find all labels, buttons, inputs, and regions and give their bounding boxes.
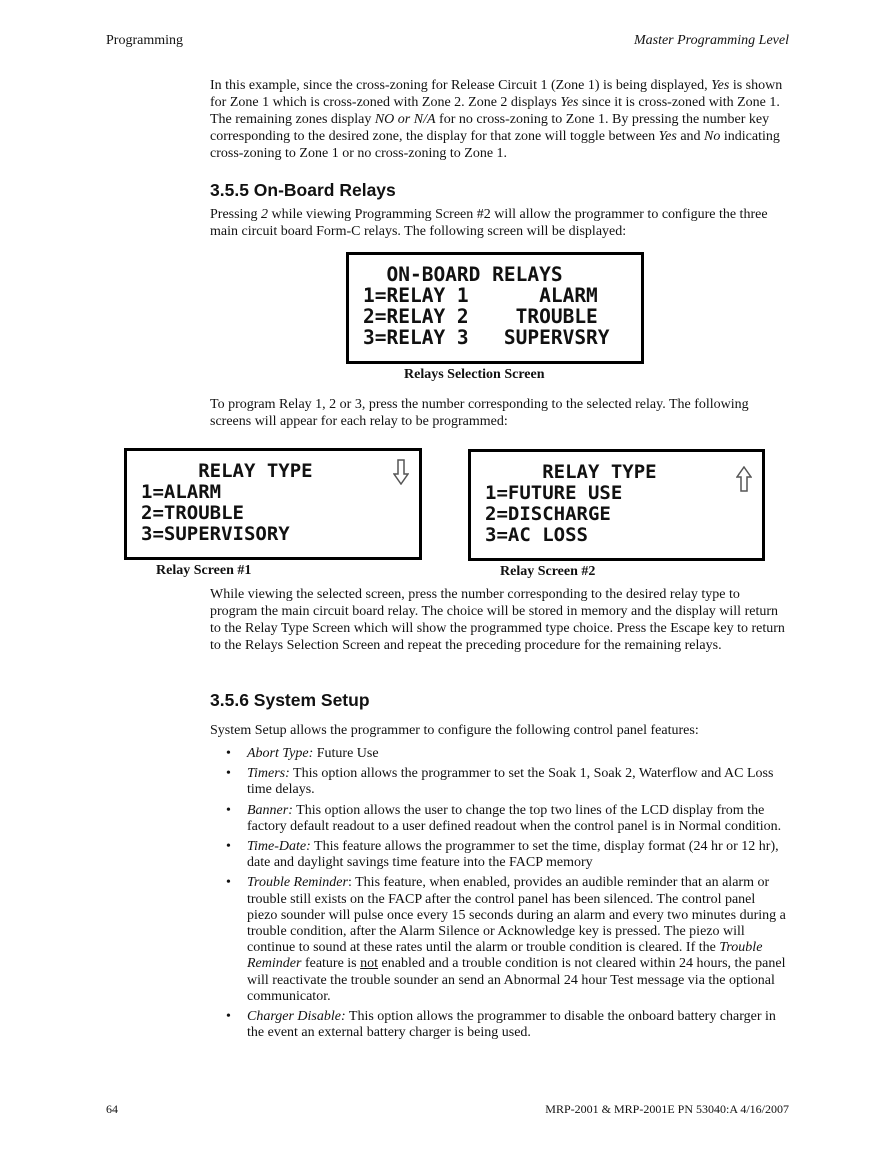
list-item: • Abort Type: Future Use xyxy=(226,746,379,761)
relays-selection-lcd xyxy=(346,252,644,364)
down-arrow-icon xyxy=(393,459,409,485)
lcd-line: RELAY TYPE xyxy=(141,460,313,482)
section-heading-relays: 3.5.5 On-Board Relays xyxy=(210,180,396,200)
list-item: • Timers: This option allows the programmer to set the Soak 1, Soak 2, Waterflow and AC Loss time delays. xyxy=(226,766,774,798)
lcd-line: ON-BOARD RELAYS xyxy=(363,263,563,286)
setup-feature-list xyxy=(210,746,786,1045)
header-chapter: Master Programming Level xyxy=(633,33,789,48)
header-section: Programming xyxy=(106,33,183,48)
lcd-line: 2=RELAY 2 TROUBLE xyxy=(363,305,598,328)
section-heading-setup: 3.5.6 System Setup xyxy=(210,690,370,710)
page-number: 64 xyxy=(106,1102,118,1116)
lcd-line: 3=RELAY 3 SUPERVSRY xyxy=(363,326,610,349)
lcd-line: 3=AC LOSS xyxy=(485,524,588,546)
list-item: • Trouble Reminder: This feature, when enabled, provides an audible reminder that an alarm or trouble still exists on the FACP after the control panel has been silenced. The control panel piezo sounder will pulse once every 15 seconds during an alarm and every two minutes during a trouble condition, after the Alarm Silence or Acknowledge key is pressed. The piezo will continue to sound at these rates until the alarm or trouble condition is cleared. If the Trouble Reminder feature is not enabled and a trouble condition is not cleared within 24 hours, the panel will reactivate the trouble sounder an send an Abnormal 24 hour Test message via the optional communicator. xyxy=(226,875,786,1004)
relay-screen-2-caption: Relay Screen #2 xyxy=(500,564,596,579)
setup-intro-paragraph: System Setup allows the programmer to configure the following control panel features: xyxy=(210,723,699,738)
up-arrow-icon xyxy=(736,466,752,492)
lcd-line: 1=RELAY 1 ALARM xyxy=(363,284,598,307)
list-item: • Time-Date: This feature allows the programmer to set the time, display format (24 hr or 12 hr), date and daylight savings time feature into the FACP memory xyxy=(226,839,779,871)
lcd-line: 3=SUPERVISORY xyxy=(141,523,290,545)
intro-paragraph: In this example, since the cross-zoning for Release Circuit 1 (Zone 1) is being displayed, Yes is shown for Zone 1 which is cross-zoned with Zone 2. Zone 2 displays Yes since it is cross-zoned with Zone 1. The remaining zones display NO or N/A for no cross-zoning to Zone 1. By pressing the number key corresponding to the desired zone, the display for that zone will toggle between Yes and No indicating cross-zoning to Zone 1 or no cross-zoning to Zone 1. xyxy=(210,78,783,161)
relays-program-paragraph: To program Relay 1, 2 or 3, press the number corresponding to the selected relay. The following screens will appear for each relay to be programmed: xyxy=(210,397,749,429)
list-item: • Charger Disable: This option allows the programmer to disable the onboard battery charger in the event an external battery charger is being used. xyxy=(226,1009,776,1041)
relay-type-paragraph: While viewing the selected screen, press the number corresponding to the desired relay type to program the main circuit board relay. The choice will be stored in memory and the display will return to the Relay Type Screen which will show the programmed type choice. Press the Escape key to return to the Relays Selection Screen and repeat the preceding procedure for the remaining relays. xyxy=(210,587,785,653)
relay-screen-1-caption: Relay Screen #1 xyxy=(156,563,252,578)
lcd-line: RELAY TYPE xyxy=(485,461,657,483)
relay-screen-2-lcd xyxy=(468,449,765,561)
document-id: MRP-2001 & MRP-2001E PN 53040:A 4/16/2007 xyxy=(545,1102,789,1116)
relays-intro-paragraph: Pressing 2 while viewing Programming Screen #2 will allow the programmer to configure the three main circuit board Form-C relays. The following screen will be displayed: xyxy=(210,207,768,239)
relay-screen-1-lcd xyxy=(124,448,422,560)
lcd-line: 2=DISCHARGE xyxy=(485,503,611,525)
lcd-line: 1=FUTURE USE xyxy=(485,482,623,504)
list-item: • Banner: This option allows the user to change the top two lines of the LCD display from the factory default readout to a user defined readout when the control panel is in Normal condition. xyxy=(226,802,782,834)
relays-selection-caption: Relays Selection Screen xyxy=(404,367,545,382)
lcd-line: 1=ALARM xyxy=(141,481,222,503)
lcd-line: 2=TROUBLE xyxy=(141,502,244,524)
